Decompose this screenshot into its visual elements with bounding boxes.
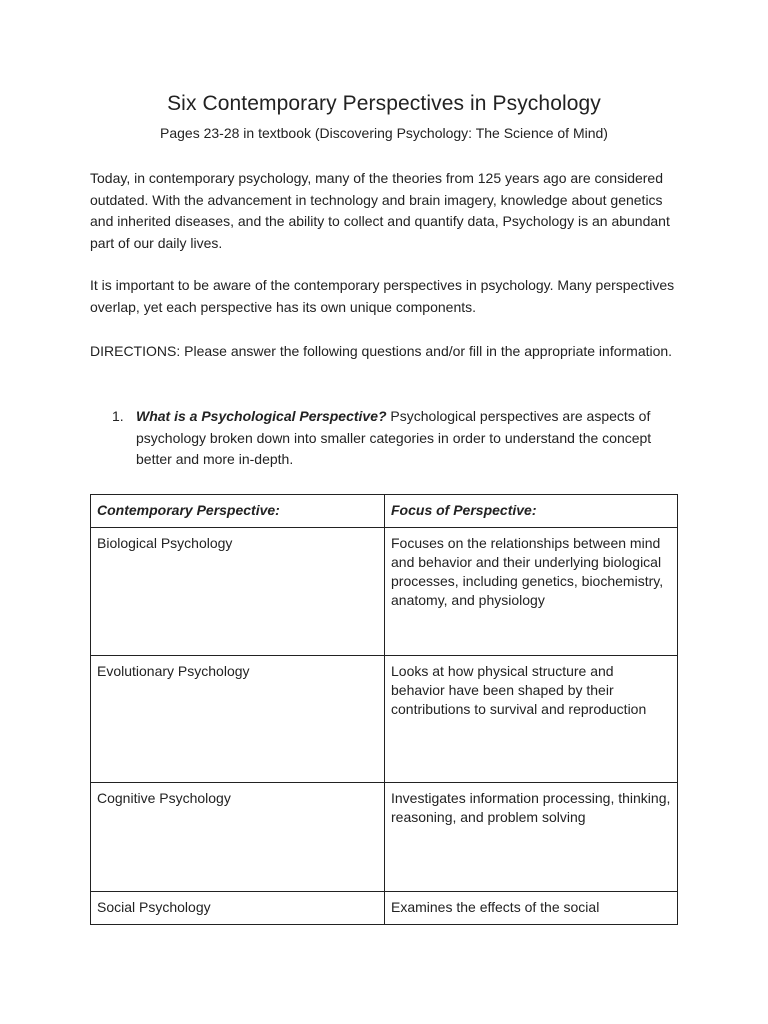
page-subtitle: Pages 23-28 in textbook (Discovering Psychology: The Science of Mind)	[160, 125, 608, 141]
question-number: 1.	[112, 408, 124, 424]
question-item	[112, 406, 678, 471]
page-title: Six Contemporary Perspectives in Psychology	[167, 92, 601, 115]
intro-paragraph: Today, in contemporary psychology, many of the theories from 125 years ago are considered outdated. With the advancement in technology and brain imagery, knowledge about genetics and inherited diseases, and the ability to collect and quantify data, Psychology is an abundant part of our daily lives.	[90, 170, 670, 252]
table-row	[91, 892, 678, 925]
table-row	[91, 528, 678, 656]
question-prompt: What is a Psychological Perspective?	[136, 408, 387, 424]
perspectives-paragraph: It is important to be aware of the contemporary perspectives in psychology. Many perspectives overlap, yet each perspective has its own unique components.	[90, 277, 675, 315]
table-row	[91, 783, 678, 892]
table-row	[91, 656, 678, 783]
perspective-cell: Social Psychology	[91, 892, 385, 925]
perspective-cell: Evolutionary Psychology	[91, 656, 385, 783]
perspective-cell: Cognitive Psychology	[91, 783, 385, 892]
header-perspective: Contemporary Perspective:	[91, 495, 385, 528]
perspectives-table	[90, 494, 678, 925]
focus-cell: Looks at how physical structure and behavior have been shaped by their contributions to survival and reproduction	[385, 656, 678, 783]
focus-cell: Focuses on the relationships between mind and behavior and their underlying biological processes, including genetics, biochemistry, anatomy, and physiology	[385, 528, 678, 656]
focus-cell: Examines the effects of the social	[385, 892, 678, 925]
header-focus: Focus of Perspective:	[385, 495, 678, 528]
question-answer: Psychological perspectives are aspects of psychology broken down into smaller categories in order to understand the concept better and more in-depth.	[136, 408, 652, 468]
focus-cell: Investigates information processing, thinking, reasoning, and problem solving	[385, 783, 678, 892]
question-body	[136, 406, 678, 471]
perspective-cell: Biological Psychology	[91, 528, 385, 656]
directions-paragraph: DIRECTIONS: Please answer the following questions and/or fill in the appropriate information.	[90, 343, 673, 359]
table-header-row	[91, 495, 678, 528]
